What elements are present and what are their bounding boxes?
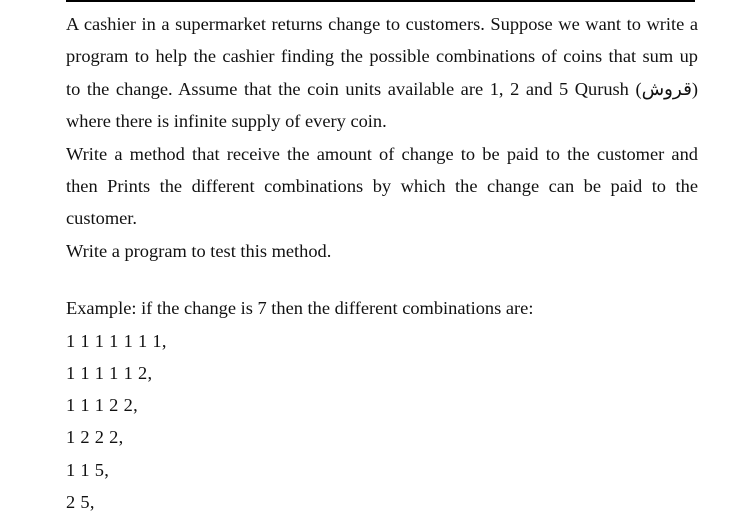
paragraph-3: Write a program to test this method. <box>66 240 332 261</box>
combination-item: 1 1 1 2 2, <box>66 395 138 416</box>
paragraph-2-line-1: Write a method that receive the amount of change to be paid to the customer and <box>66 143 698 164</box>
combination-item: 1 1 1 1 1 2, <box>66 362 153 383</box>
paragraph-2-line-3: customer. <box>66 208 137 229</box>
document-body <box>66 8 698 518</box>
combination-item: 1 1 1 1 1 1 1, <box>66 330 167 351</box>
paragraph-1-line-4: where there is infinite supply of every coin. <box>66 111 387 132</box>
paragraph-1-line-3: to the change. Assume that the coin units available are 1, 2 and 5 Qurush (قروش) <box>66 78 698 99</box>
paragraph-1-line-2: program to help the cashier finding the possible combinations of coins that sum up <box>66 46 698 67</box>
combination-item: 1 1 5, <box>66 459 110 480</box>
combination-item: 1 2 2 2, <box>66 427 124 448</box>
paragraph-spacer <box>66 267 698 292</box>
paragraph-2-line-2: then Prints the different combinations by which the change can be paid to the <box>66 175 698 196</box>
example-intro: Example: if the change is 7 then the different combinations are: <box>66 298 534 319</box>
combinations-list <box>66 325 698 519</box>
top-border-rule <box>66 0 695 2</box>
paragraph-1-line-1: A cashier in a supermarket returns change to customers. Suppose we want to write a <box>66 14 698 34</box>
combination-item: 2 5, <box>66 492 95 512</box>
